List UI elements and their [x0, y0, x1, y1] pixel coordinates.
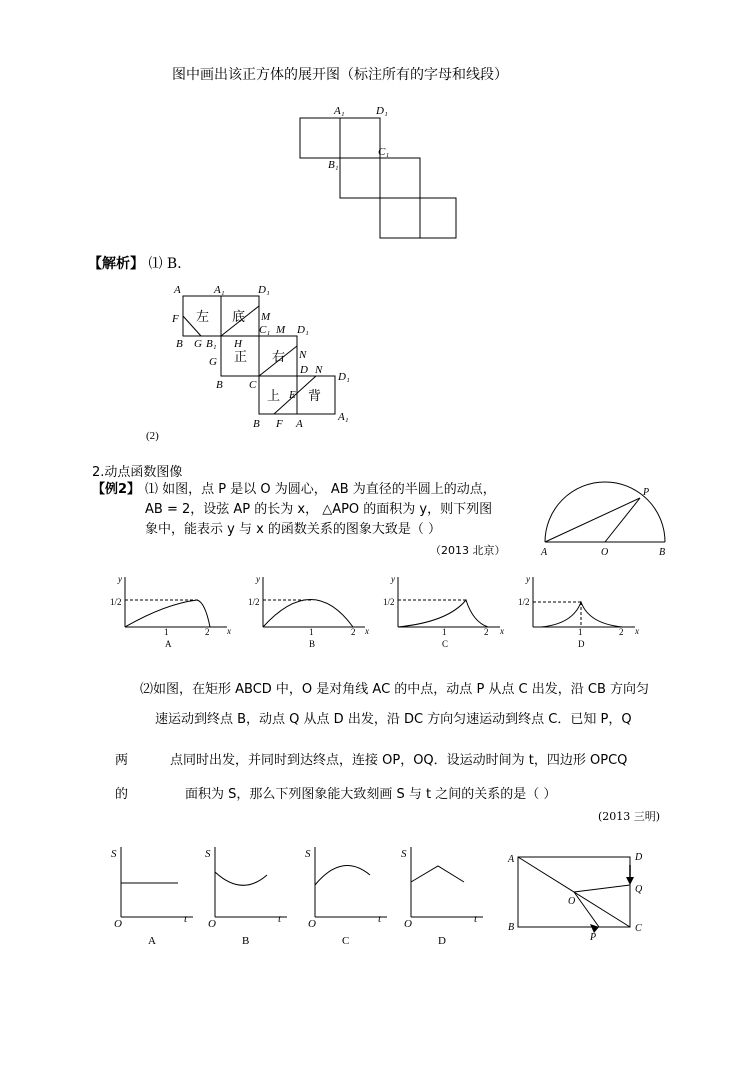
face-label: 正	[234, 349, 248, 364]
net2-label: B	[216, 379, 223, 391]
q2-source: (2013 三明)	[598, 810, 661, 823]
net2-label: M	[276, 324, 286, 336]
semicircle-label: O	[601, 547, 609, 558]
solution-heading	[88, 255, 191, 273]
axis-label: t	[184, 913, 188, 925]
origin-label: O	[308, 918, 316, 930]
solution-text: ⑴ B．	[148, 256, 192, 272]
axis-label: x	[365, 626, 369, 636]
q2-line-3a: 两	[115, 753, 129, 768]
net2-label: F	[172, 313, 179, 325]
option-letter: D	[438, 935, 446, 947]
axis-label: x	[227, 626, 231, 636]
axis-label: y	[118, 574, 122, 584]
net2-label: D	[300, 364, 308, 376]
net2-label: D₁	[258, 284, 270, 296]
rect-label: C	[635, 923, 642, 934]
tick-label: 1/2	[110, 597, 122, 607]
q2-line-2: 速运动到终点 B，动点 Q 从点 D 出发，沿 DC 方向匀速运动到终点 C．已知 P，Q	[155, 712, 632, 727]
net2-label: A	[174, 284, 181, 296]
cube-net-figure-2	[146, 280, 368, 445]
axis-label: S	[305, 848, 311, 860]
face-label: 上	[267, 388, 281, 403]
option-letter: B	[242, 935, 250, 947]
cube-net-figure-1	[290, 100, 470, 245]
axis-label: S	[111, 848, 117, 860]
axis-label: y	[391, 574, 395, 584]
net1-label-d1: D₁	[376, 105, 388, 117]
net2-label: C	[249, 379, 257, 391]
net1-label-c1: C₁	[378, 146, 390, 158]
option-letter: C	[342, 935, 350, 947]
rect-label: O	[568, 896, 576, 907]
semicircle-figure	[535, 475, 675, 560]
face-label: 背	[308, 388, 322, 403]
rect-label: B	[508, 922, 515, 933]
net2-label: H	[234, 338, 242, 350]
q1-option-graph-a	[105, 572, 235, 652]
tick-label: 2	[484, 627, 489, 637]
net2-label: N	[299, 349, 307, 361]
option-letter: B	[309, 639, 316, 649]
option-letter: A	[148, 935, 156, 947]
face-label: 右	[272, 349, 286, 364]
net2-label: B	[253, 418, 260, 430]
rect-label: Q	[635, 884, 643, 895]
semicircle-label: P	[643, 487, 650, 498]
tick-label: 1	[578, 627, 583, 637]
origin-label: O	[208, 918, 216, 930]
net2-label: B	[176, 338, 183, 350]
section-title: 2.动点函数图像	[92, 465, 183, 480]
net2-label: B₁	[206, 338, 217, 350]
tick-label: 1/2	[248, 597, 260, 607]
face-label: 底	[232, 309, 246, 324]
q1-line-1: ⑴ 如图，点 P 是以 O 为圆心， AB 为直径的半圆上的动点，	[145, 482, 496, 497]
solution-tag: 【解析】	[88, 256, 144, 272]
origin-label: O	[404, 918, 412, 930]
tick-label: 1	[164, 627, 169, 637]
axis-label: S	[205, 848, 211, 860]
tick-label: 1/2	[383, 597, 395, 607]
axis-label: t	[378, 913, 382, 925]
semicircle-label: A	[541, 547, 548, 558]
q2-option-graph-d	[398, 842, 488, 952]
q2-line-4b: 面积为 S，那么下列图象能大致刻画 S 与 t 之间的关系的是（ ）	[185, 787, 557, 802]
q1-option-graph-d	[513, 572, 643, 652]
tick-label: 1/2	[518, 597, 530, 607]
tick-label: 1	[442, 627, 447, 637]
q2-option-graph-a	[108, 842, 198, 952]
tick-label: 2	[351, 627, 356, 637]
face-label: 左	[196, 309, 210, 324]
net2-label: M	[261, 311, 271, 323]
option-letter: D	[578, 639, 585, 649]
net2-label: G	[194, 338, 202, 350]
q2-option-graph-b	[202, 842, 292, 952]
net2-label: A₁	[338, 411, 349, 423]
option-letter: A	[165, 639, 172, 649]
net2-label: A₁	[214, 284, 225, 296]
tick-label: 2	[205, 627, 210, 637]
rect-label: P	[590, 932, 597, 943]
q1-option-graph-b	[243, 572, 373, 652]
q1-source: （2013 北京）	[430, 544, 506, 557]
q1-line-2: AB = 2，设弦 AP 的长为 x， △APO 的面积为 y，则下列图	[145, 502, 493, 517]
intro-instruction: 图中画出该正方体的展开图（标注所有的字母和线段）	[172, 67, 508, 83]
axis-label: t	[474, 913, 478, 925]
tick-label: 1	[309, 627, 314, 637]
net2-label: A	[296, 418, 303, 430]
net1-label-a1: A₁	[334, 105, 345, 117]
q2-line-1: ⑵如图，在矩形 ABCD 中，O 是对角线 AC 的中点，动点 P 从点 C 出发，沿 CB 方向匀	[140, 682, 650, 697]
rect-label: D	[635, 852, 643, 863]
net2-label: C₁	[259, 324, 271, 336]
q2-line-4a: 的	[115, 787, 129, 802]
net2-label: E	[289, 389, 296, 401]
net1-label-b1: B₁	[328, 159, 339, 171]
semicircle-label: B	[659, 547, 666, 558]
axis-label: y	[526, 574, 530, 584]
rectangle-figure	[502, 845, 677, 945]
axis-label: x	[635, 626, 639, 636]
axis-label: y	[256, 574, 260, 584]
q2-option-graph-c	[302, 842, 392, 952]
net2-caption: (2)	[146, 430, 159, 442]
axis-label: t	[278, 913, 282, 925]
axis-label: S	[401, 848, 407, 860]
rect-label: A	[508, 854, 515, 865]
net2-label: F	[276, 418, 283, 430]
example-tag: 【例2】	[92, 482, 141, 497]
net2-label: D₁	[338, 371, 350, 383]
net2-label: N	[315, 364, 323, 376]
q1-option-graph-c	[378, 572, 508, 652]
net2-label: D₁	[297, 324, 309, 336]
axis-label: x	[500, 626, 504, 636]
net2-label: G	[209, 356, 217, 368]
option-letter: C	[442, 639, 449, 649]
origin-label: O	[114, 918, 122, 930]
q1-line-3: 象中，能表示 y 与 x 的函数关系的图象大致是（ ）	[145, 522, 442, 537]
q2-line-3b: 点同时出发，并同时到达终点，连接 OP，OQ．设运动时间为 t，四边形 OPCQ	[170, 753, 628, 768]
tick-label: 2	[619, 627, 624, 637]
